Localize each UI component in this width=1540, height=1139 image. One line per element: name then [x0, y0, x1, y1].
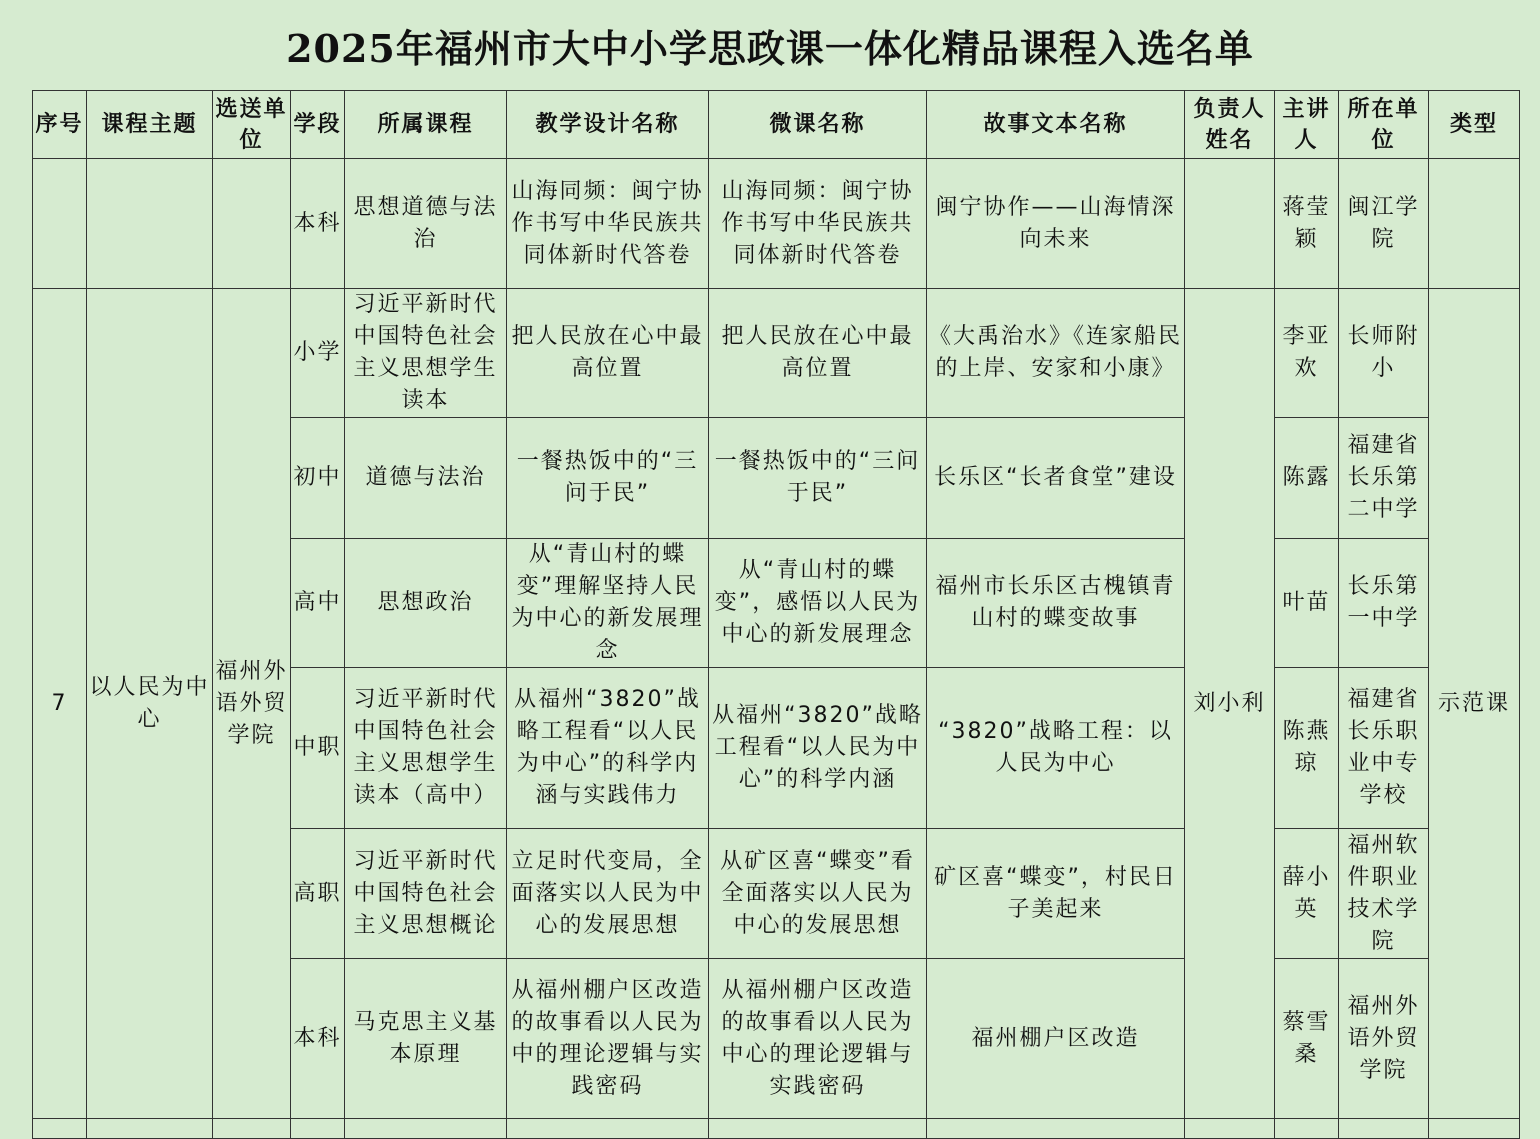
- micro-cell: 把人民放在心中最高位置: [709, 289, 927, 418]
- speaker-cell: 蒋莹颖: [1275, 159, 1339, 289]
- stage-cell: 中职: [291, 668, 345, 829]
- leader-cell: 刘小利: [1185, 289, 1275, 1119]
- type-cell: 示范课: [1429, 289, 1520, 1119]
- micro-cell: 山海同频：闽宁协作书写中华民族共同体新时代答卷: [709, 159, 927, 289]
- header-micro: 微课名称: [709, 91, 927, 159]
- story-cell: 闽宁协作——山海情深向未来: [927, 159, 1185, 289]
- header-speaker: 主讲人: [1275, 91, 1339, 159]
- header-course: 所属课程: [345, 91, 507, 159]
- speaker-cell: 蔡雪桑: [1275, 959, 1339, 1119]
- org-cell: 长乐第一中学: [1339, 539, 1429, 668]
- unit-cell: [213, 159, 291, 289]
- header-leader: 负责人姓名: [1185, 91, 1275, 159]
- header-theme: 课程主题: [87, 91, 213, 159]
- table-row: [33, 159, 1520, 289]
- type-cell: [1429, 159, 1520, 289]
- stage-cell: 小学: [291, 289, 345, 418]
- speaker-cell: 薛小英: [1275, 829, 1339, 959]
- micro-cell: 一餐热饭中的“三问于民”: [709, 418, 927, 539]
- course-cell: 马克思主义基本原理: [345, 959, 507, 1119]
- design-cell: 从“青山村的蝶变”理解坚持人民为中心的新发展理念: [507, 539, 709, 668]
- design-cell: 一餐热饭中的“三问于民”: [507, 418, 709, 539]
- stage-cell: 高中: [291, 539, 345, 668]
- org-cell: 闽江学院: [1339, 159, 1429, 289]
- course-table: [32, 90, 1520, 1139]
- micro-cell: 从福州棚户区改造的故事看以人民为中心的理论逻辑与实践密码: [709, 959, 927, 1119]
- micro-cell: 从矿区喜“蝶变”看全面落实以人民为中心的发展思想: [709, 829, 927, 959]
- table-row: [33, 1119, 1520, 1139]
- header-story: 故事文本名称: [927, 91, 1185, 159]
- design-cell: 从福州棚户区改造的故事看以人民为中的理论逻辑与实践密码: [507, 959, 709, 1119]
- speaker-cell: 陈露: [1275, 418, 1339, 539]
- design-cell: 山海同频：闽宁协作书写中华民族共同体新时代答卷: [507, 159, 709, 289]
- org-cell: 福州软件职业技术学院: [1339, 829, 1429, 959]
- speaker-cell: 叶苗: [1275, 539, 1339, 668]
- design-cell: 把人民放在心中最高位置: [507, 289, 709, 418]
- leader-cell: [1185, 159, 1275, 289]
- org-cell: 福建省长乐第二中学: [1339, 418, 1429, 539]
- stage-cell: 本科: [291, 159, 345, 289]
- header-org: 所在单位: [1339, 91, 1429, 159]
- speaker-cell: 陈燕琼: [1275, 668, 1339, 829]
- story-cell: 《大禹治水》《连家船民的上岸、安家和小康》: [927, 289, 1185, 418]
- stage-cell: 初中: [291, 418, 345, 539]
- stage-cell: 高职: [291, 829, 345, 959]
- story-cell: 矿区喜“蝶变”，村民日子美起来: [927, 829, 1185, 959]
- seq-cell: 7: [33, 289, 87, 1119]
- story-cell: 福州市长乐区古槐镇青山村的蝶变故事: [927, 539, 1185, 668]
- speaker-cell: 李亚欢: [1275, 289, 1339, 418]
- course-cell: 习近平新时代中国特色社会主义思想概论: [345, 829, 507, 959]
- course-cell: 习近平新时代中国特色社会主义思想学生读本（高中）: [345, 668, 507, 829]
- page-title: 2025年福州市大中小学思政课一体化精品课程入选名单: [286, 26, 1254, 71]
- theme-cell: [87, 159, 213, 289]
- header-row: [33, 91, 1520, 159]
- micro-cell: 从福州“3820”战略工程看“以人民为中心”的科学内涵: [709, 668, 927, 829]
- story-cell: 长乐区“长者食堂”建设: [927, 418, 1185, 539]
- header-type: 类型: [1429, 91, 1520, 159]
- theme-cell: 以人民为中心: [87, 289, 213, 1119]
- org-cell: 福建省长乐职业中专学校: [1339, 668, 1429, 829]
- design-cell: 从福州“3820”战略工程看“以人民为中心”的科学内涵与实践伟力: [507, 668, 709, 829]
- header-unit: 选送单位: [213, 91, 291, 159]
- org-cell: 福州外语外贸学院: [1339, 959, 1429, 1119]
- header-stage: 学段: [291, 91, 345, 159]
- micro-cell: 从“青山村的蝶变”，感悟以人民为中心的新发展理念: [709, 539, 927, 668]
- stage-cell: 本科: [291, 959, 345, 1119]
- table-row: [33, 289, 1520, 418]
- story-cell: 福州棚户区改造: [927, 959, 1185, 1119]
- header-design: 教学设计名称: [507, 91, 709, 159]
- seq-cell: [33, 159, 87, 289]
- course-cell: 思想政治: [345, 539, 507, 668]
- design-cell: 立足时代变局，全面落实以人民为中心的发展思想: [507, 829, 709, 959]
- story-cell: “3820”战略工程：以人民为中心: [927, 668, 1185, 829]
- header-seq: 序号: [33, 91, 87, 159]
- unit-cell: 福州外语外贸学院: [213, 289, 291, 1119]
- org-cell: 长师附小: [1339, 289, 1429, 418]
- course-cell: 思想道德与法治: [345, 159, 507, 289]
- course-cell: 道德与法治: [345, 418, 507, 539]
- course-cell: 习近平新时代中国特色社会主义思想学生读本: [345, 289, 507, 418]
